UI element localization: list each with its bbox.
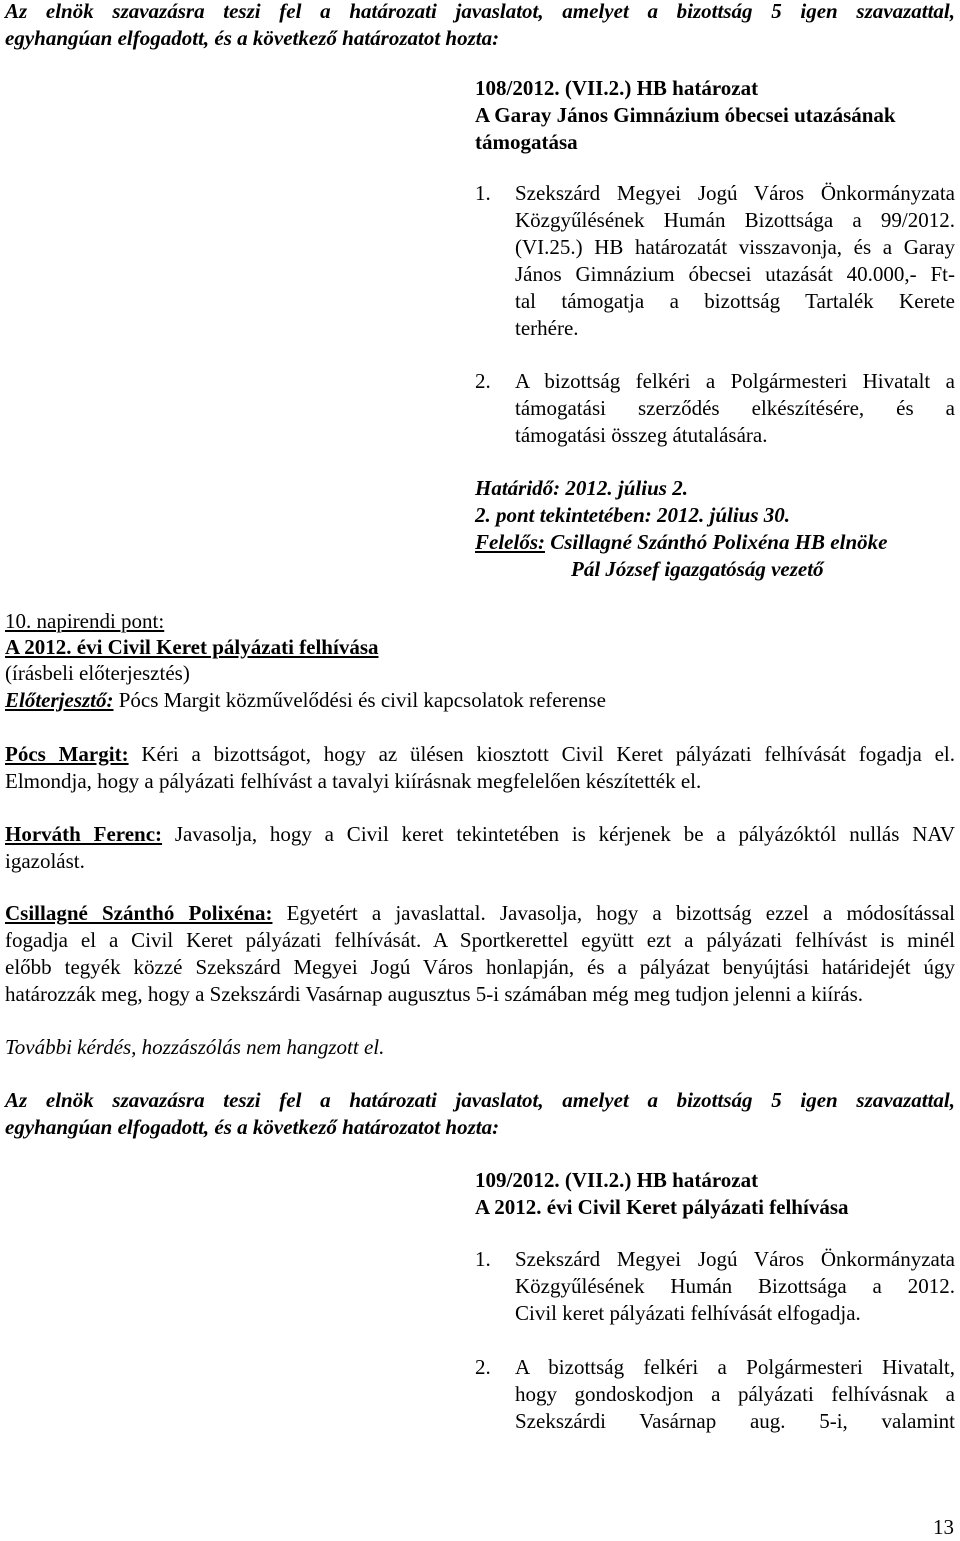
resolution-108-item-1-number: 1.: [475, 181, 491, 205]
vote-intro-1-line-1: Az elnök szavazásra teszi fel a határozati javaslatot, amelyet a bizottság 5 igen szavazattal,: [5, 0, 955, 23]
resolution-109-title: A 2012. évi Civil Keret pályázati felhívása: [475, 1195, 849, 1219]
resolution-108-item-1-line: (VI.25.) HB határozatát visszavonja, és a Garay: [515, 235, 955, 259]
resolution-108-title-line-2: támogatása: [475, 130, 578, 154]
page-number: 13: [933, 1515, 954, 1539]
speech-line: Elmondja, hogy a pályázati felhívást a tavalyi kiírásnak megfelelően készítették el.: [5, 769, 702, 793]
resolution-108-item-1-line: tal támogatja a bizottság Tartalék Kerete: [515, 289, 955, 313]
resolution-108-number: 108/2012. (VII.2.) HB határozat: [475, 76, 759, 100]
resolution-109-item-2-line: hogy gondoskodjon a pályázati felhívásnak a: [515, 1382, 955, 1406]
speech-line: Javasolja, hogy a Civil keret tekintetében is kérjenek be a pályázóktól nullás NAV: [162, 822, 955, 846]
speech-line: fogadja el a Civil Keret pályázati felhívását. A Sportkerettel együtt ezt a pályázati felhívást is minél: [5, 928, 955, 952]
discussion-csillagne: [5, 900, 955, 1008]
deadline-2: 2. pont tekintetében: 2012. július 30.: [475, 503, 791, 527]
resolution-108-item-2-line: támogatási szerződés elkészítésére, és a: [515, 396, 955, 420]
resolution-109-item-1-line: Közgyűlésének Humán Bizottsága a 2012.: [515, 1274, 955, 1298]
resolution-108-item-2-number: 2.: [475, 369, 491, 393]
speech-line: előbb tegyék közzé Szekszárd Megyei Jogú Város honlapján, és a pályázat benyújtási határidejét úgy: [5, 955, 955, 979]
resolution-109-number: 109/2012. (VII.2.) HB határozat: [475, 1168, 759, 1192]
responsible: [475, 529, 955, 556]
resolution-108-item-2-line: támogatási összeg átutalására.: [515, 423, 768, 447]
speaker-name: Pócs Margit:: [5, 742, 129, 766]
vote-intro-1-line-2: egyhangúan elfogadott, és a következő határozatot hozta:: [5, 26, 500, 50]
vote-intro-2-line-2: egyhangúan elfogadott, és a következő határozatot hozta:: [5, 1115, 500, 1139]
resolution-109-item-1-line: Szekszárd Megyei Jogú Város Önkormányzata: [515, 1247, 955, 1271]
speech-line: Egyetért a javaslattal. Javasolja, hogy a bizottság ezzel a módosítással: [272, 901, 955, 925]
responsible-label: Felelős:: [475, 530, 545, 554]
vote-intro-2: [5, 1087, 955, 1141]
agenda-title: A 2012. évi Civil Keret pályázati felhívása: [5, 635, 379, 659]
resolution-109-item-1-line: Civil keret pályázati felhívását elfogadja.: [515, 1301, 861, 1325]
resolution-108-item-1-line: terhére.: [515, 316, 579, 340]
resolution-108-title-line-1: A Garay János Gimnázium óbecsei utazásának: [475, 103, 896, 127]
no-more-comments: További kérdés, hozzászólás nem hangzott el.: [5, 1035, 385, 1059]
vote-intro-2-line-1: Az elnök szavazásra teszi fel a határozati javaslatot, amelyet a bizottság 5 igen szavazattal,: [5, 1088, 955, 1112]
speaker-name: Csillagné Szánthó Polixéna:: [5, 901, 273, 925]
speech-line: igazolást.: [5, 849, 85, 873]
deadline: Határidő: 2012. július 2.: [475, 476, 688, 500]
responsible-1: Csillagné Szánthó Polixéna HB elnöke: [544, 530, 888, 554]
resolution-108-item-2-line: A bizottság felkéri a Polgármesteri Hivatalt a: [515, 369, 955, 393]
speech-line: Kéri a bizottságot, hogy az ülésen kiosztott Civil Keret pályázati felhívását fogadja el.: [128, 742, 955, 766]
vote-intro-1: [5, 0, 955, 52]
resolution-109-item-1-number: 1.: [475, 1247, 491, 1271]
speech-line: határozzák meg, hogy a Szekszárdi Vasárnap augusztus 5-i számában még meg tudjon jelenni a kiírás.: [5, 982, 863, 1006]
resolution-108-item-1-line: János Gimnázium óbecsei utazását 40.000,- Ft-: [515, 262, 955, 286]
discussion-pocs: [5, 741, 955, 795]
agenda-presenter: [5, 687, 955, 714]
responsible-2: Pál József igazgatóság vezető: [571, 557, 824, 581]
discussion-horvath: [5, 821, 955, 875]
resolution-109-item-2-number: 2.: [475, 1355, 491, 1379]
presenter-label: Előterjesztő:: [5, 688, 114, 712]
agenda-point-label: 10. napirendi pont:: [5, 609, 165, 633]
speaker-name: Horváth Ferenc:: [5, 822, 163, 846]
resolution-108-item-1-line: Szekszárd Megyei Jogú Város Önkormányzata: [515, 181, 955, 205]
resolution-108-item-1-line: Közgyűlésének Humán Bizottsága a 99/2012.: [515, 208, 955, 232]
resolution-109-item-2-line: A bizottság felkéri a Polgármesteri Hivatalt,: [515, 1355, 955, 1379]
resolution-109-item-2-line: Szekszárdi Vasárnap aug. 5-i, valamint: [515, 1409, 955, 1433]
presenter: Pócs Margit közművelődési és civil kapcsolatok referense: [113, 688, 606, 712]
agenda-type: (írásbeli előterjesztés): [5, 661, 190, 685]
